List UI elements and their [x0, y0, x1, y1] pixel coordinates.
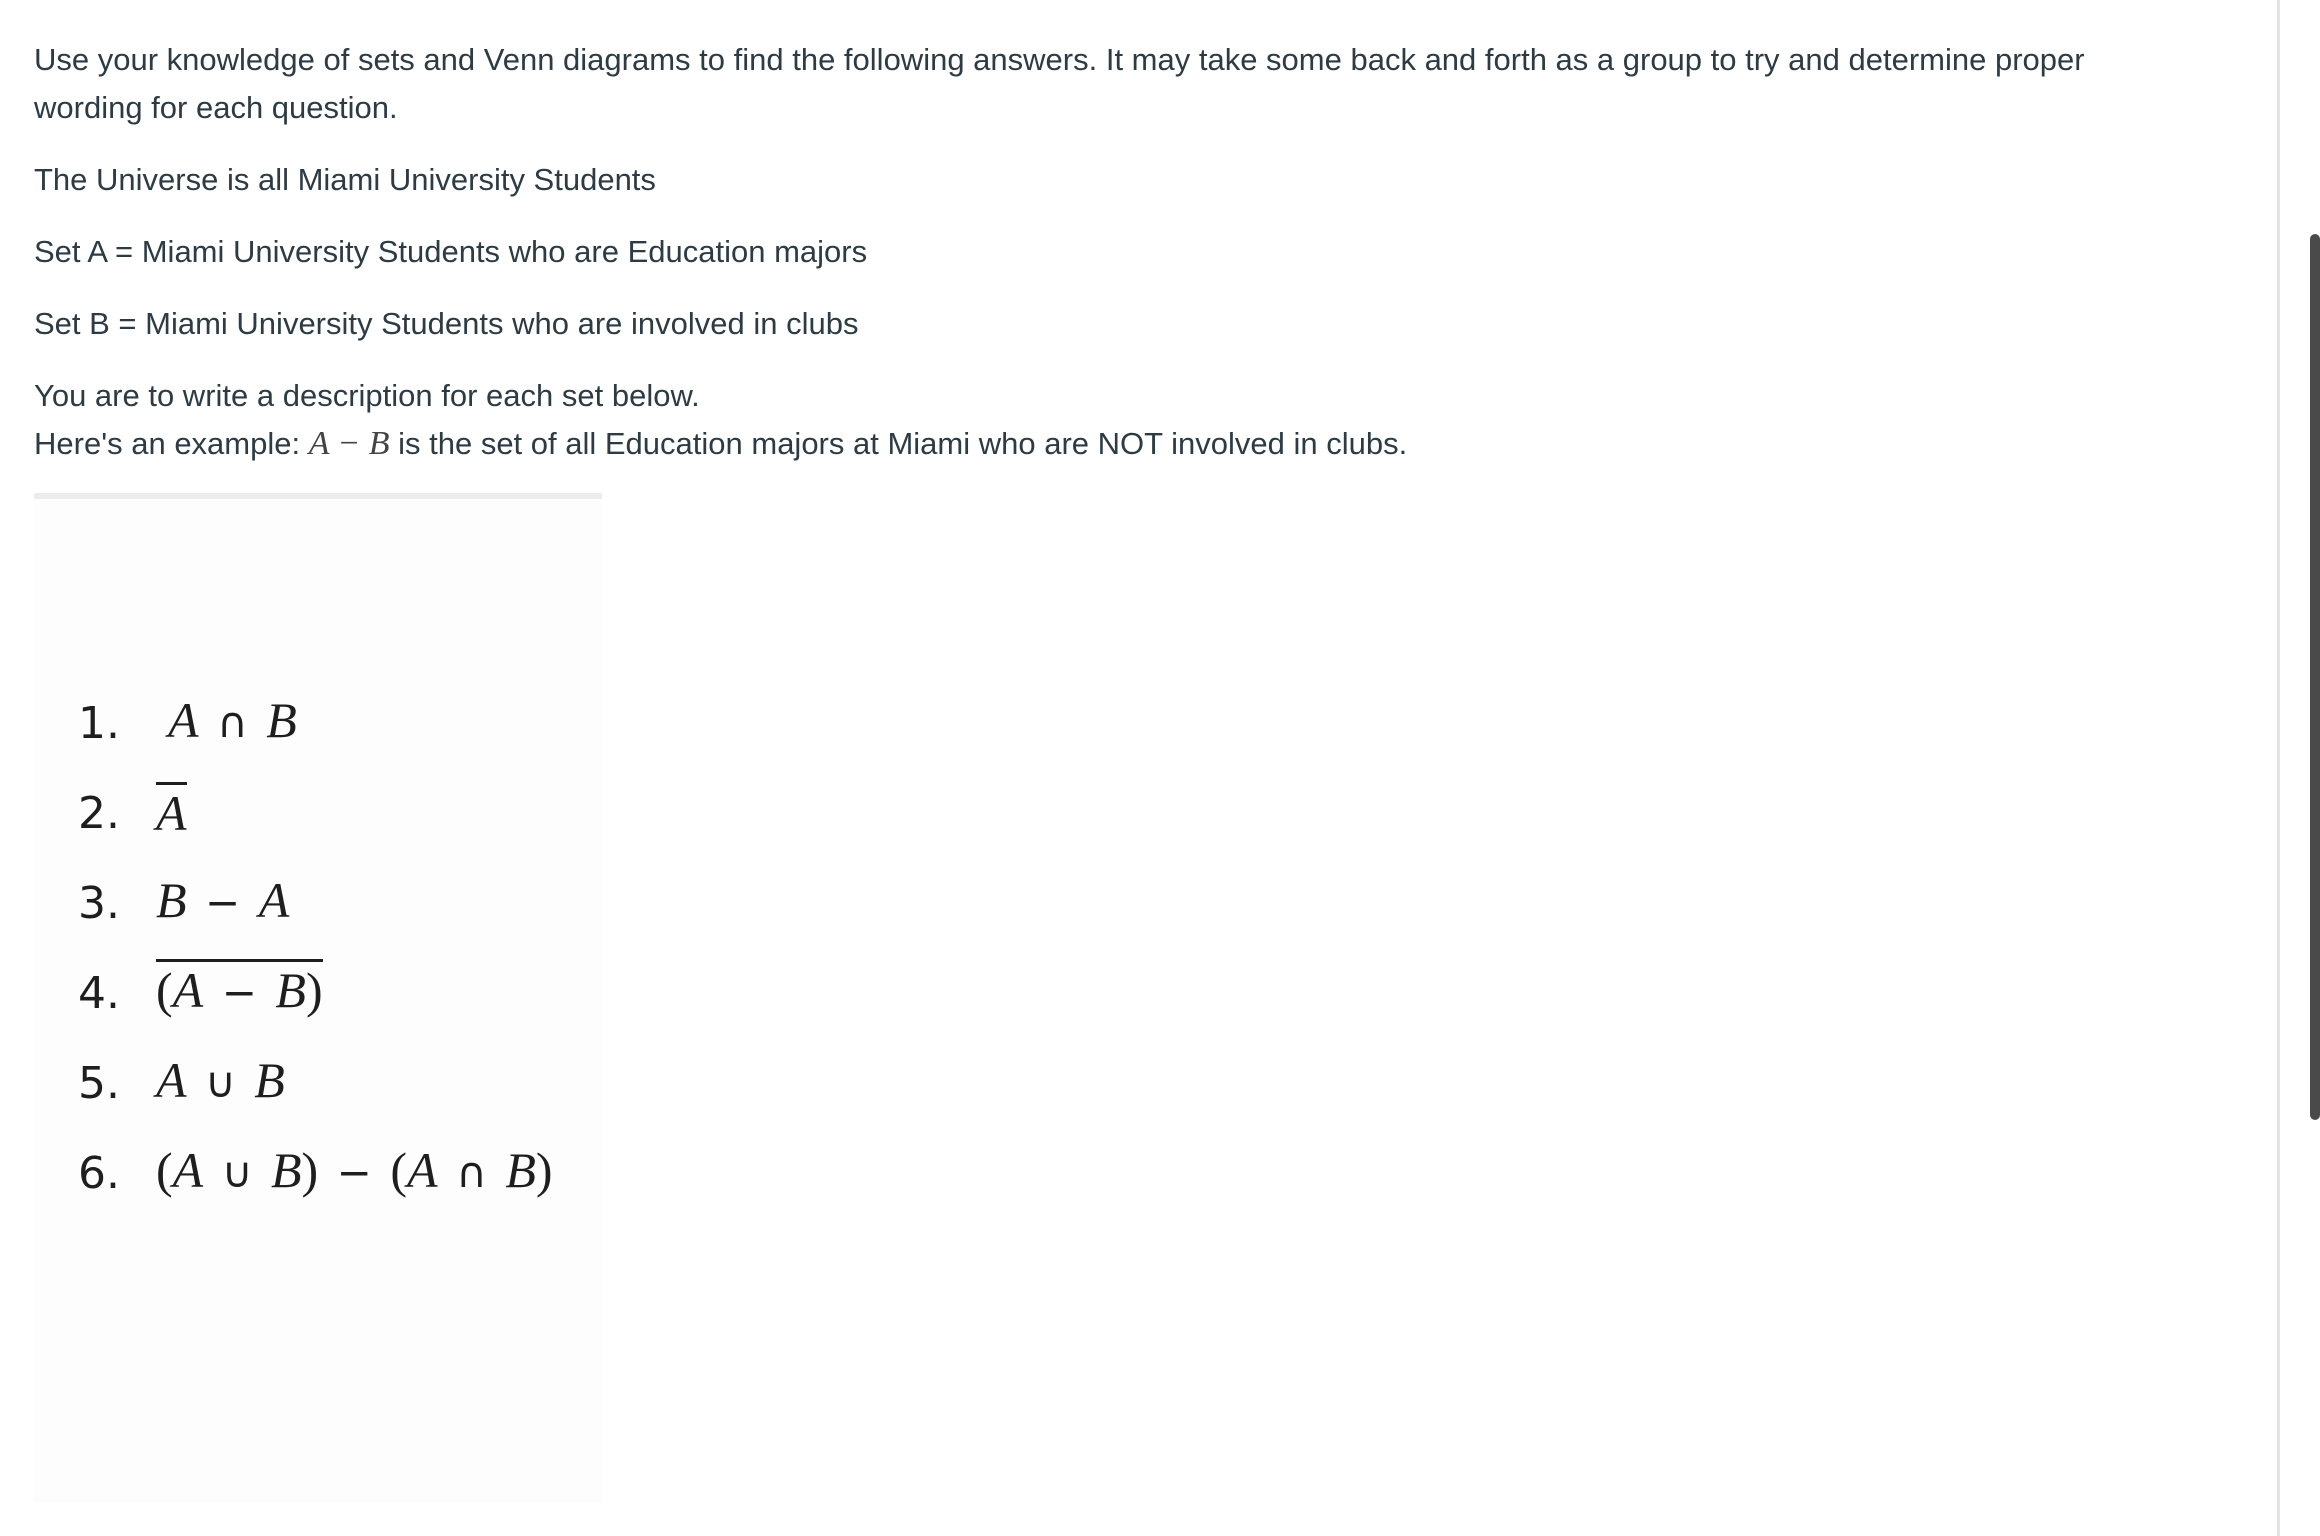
- formula-expression: (A ∪ B) − (A ∩ B): [156, 1142, 553, 1198]
- intro-paragraph: Use your knowledge of sets and Venn diagrams to find the following answers. It may take some back and forth as a group to try and determine proper wording for each question.: [34, 42, 2085, 125]
- example-math-right: B: [368, 425, 390, 462]
- formula-image: [34, 493, 602, 1503]
- formula-list: [78, 659, 553, 1199]
- assignment-body: [34, 36, 2234, 468]
- formula-expression: A ∪ B: [156, 1052, 285, 1108]
- formula-item-4: [78, 929, 553, 1019]
- example-prefix: Here's an example:: [34, 426, 301, 461]
- set-b-text: Set B = Miami University Students who are involved in clubs: [34, 306, 859, 341]
- image-top-border: [34, 493, 602, 499]
- formula-number: 3.: [78, 878, 120, 929]
- formula-number: 5.: [78, 1058, 120, 1109]
- formula-number: 4.: [78, 968, 120, 1019]
- formula-item-1: [78, 659, 553, 749]
- example-math-left: A: [308, 425, 330, 462]
- example-math: [309, 425, 390, 462]
- formula-expression: (A − B): [156, 959, 323, 1019]
- formula-number: 6.: [78, 1148, 120, 1199]
- example-text: [34, 420, 2234, 468]
- content-divider: [2277, 0, 2280, 1536]
- formula-number: 2.: [78, 788, 120, 839]
- formula-item-6: [78, 1109, 553, 1199]
- formula-number: 1.: [78, 698, 120, 749]
- scrollbar-thumb[interactable]: [2310, 234, 2320, 1120]
- formula-item-2: [78, 749, 553, 839]
- example-math-op: −: [339, 425, 359, 462]
- formula-item-3: [78, 839, 553, 929]
- task-text: You are to write a description for each set below.: [34, 378, 700, 413]
- set-a-text: Set A = Miami University Students who are Education majors: [34, 234, 868, 269]
- example-suffix: is the set of all Education majors at Miami who are NOT involved in clubs.: [398, 426, 1408, 461]
- formula-expression: A ∩ B: [168, 692, 297, 748]
- universe-text: The Universe is all Miami University Students: [34, 162, 656, 197]
- formula-expression: B − A: [156, 872, 290, 928]
- formula-item-5: [78, 1019, 553, 1109]
- formula-expression: A: [156, 782, 187, 839]
